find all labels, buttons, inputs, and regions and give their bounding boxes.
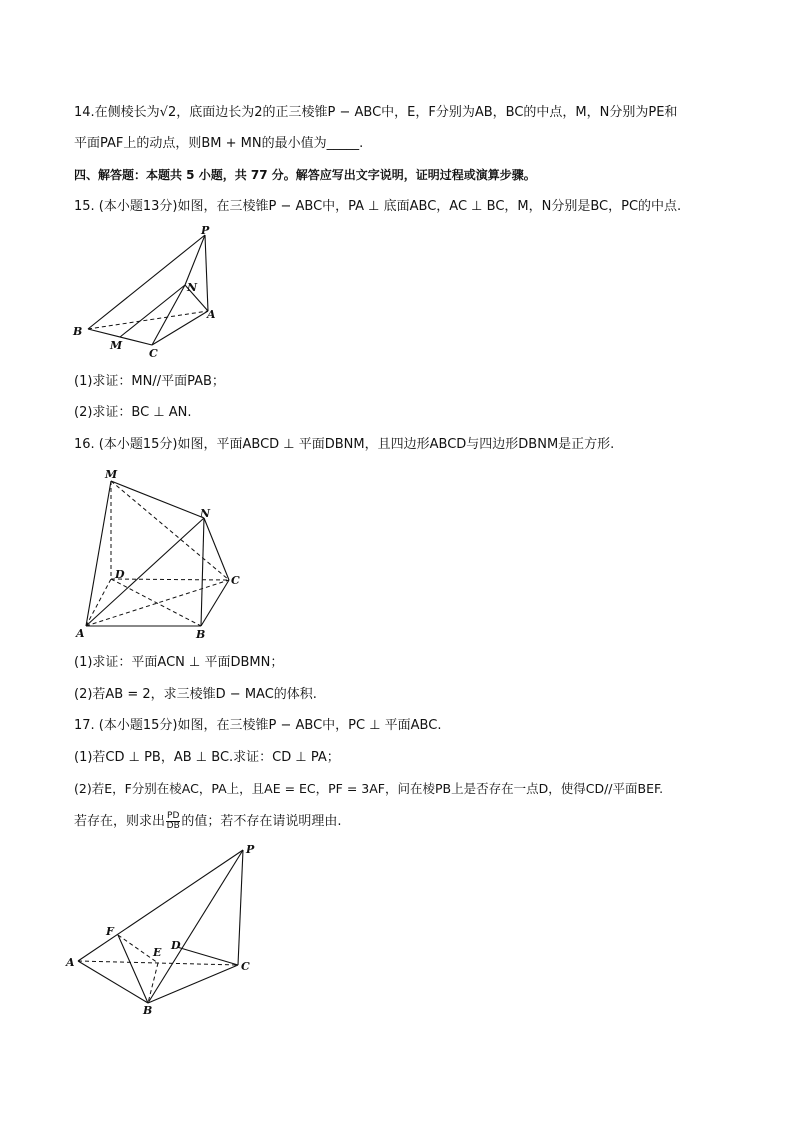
label-D: D [115,568,125,581]
label-D: D [171,939,181,952]
label-M: M [110,339,123,352]
q15-figure [70,225,230,365]
label-C: C [231,574,240,587]
q17-part-3-prefix: 若存在，则求出 [74,814,166,829]
label-F: F [106,925,114,938]
q17-part-3-suffix: 的值；若不存在请说明理由. [181,814,342,829]
label-P: P [201,225,210,237]
q17-figure [62,840,262,1015]
q16-part-2: (2)若AB = 2，求三棱锥D − MAC的体积. [74,687,317,702]
section-heading: 四、解答题：本题共 5 小题，共 77 分。解答应写出文字说明，证明过程或演算步骤。 [74,168,536,182]
fraction-numerator: PD [167,811,180,821]
label-A: A [76,627,85,640]
q16-part-1: (1)求证：平面ACN ⊥ 平面DBMN； [74,655,284,670]
pd-db-fraction [166,812,180,831]
q17-stem: 17. (本小题15分)如图，在三棱锥P − ABC中，PC ⊥ 平面ABC. [74,718,442,733]
label-B: B [143,1004,153,1015]
q14-line-1: 14.在侧棱长为√2，底面边长为2的正三棱锥P − ABC中，E，F分别为AB，BC的中点，M，N分别为PE和 [74,105,678,120]
label-B: B [196,628,206,641]
q15-part-2: (2)求证：BC ⊥ AN. [74,405,192,420]
q16-stem: 16. (本小题15分)如图，平面ABCD ⊥ 平面DBNM，且四边形ABCD与四边形DBNM是正方形. [74,437,615,452]
fraction-denominator: DB [166,821,180,831]
label-B: B [73,325,83,338]
label-P: P [246,843,255,856]
label-E: E [153,946,162,959]
label-M: M [105,468,118,481]
label-A: A [207,308,216,321]
q17-part-2: (2)若E，F分别在棱AC，PA上，且AE = EC，PF = 3AF，问在棱PB上是否存在一点D，使得CD//平面BEF. [74,781,664,796]
q15-part-1: (1)求证：MN//平面PAB； [74,374,225,389]
label-C: C [149,347,158,360]
label-N: N [200,507,211,520]
q17-part-1: (1)若CD ⊥ PB，AB ⊥ BC.求证：CD ⊥ PA； [74,750,340,765]
q16-figure [70,466,260,646]
label-A: A [66,956,75,969]
label-N: N [187,281,198,294]
q17-part-3 [74,812,342,831]
label-C: C [241,960,250,973]
q15-stem: 15. (本小题13分)如图，在三棱锥P − ABC中，PA ⊥ 底面ABC，AC ⊥ BC，M，N分别是BC，PC的中点. [74,199,682,214]
q14-line-2: 平面PAF上的动点，则BM + MN的最小值为_____. [74,136,364,151]
